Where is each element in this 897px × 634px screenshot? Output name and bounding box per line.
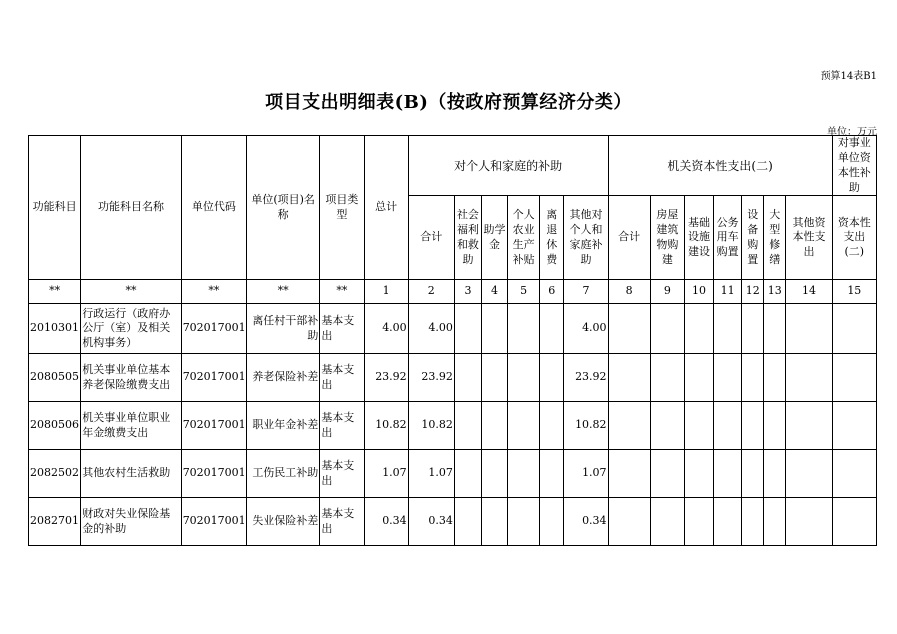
row-cell [540,450,564,498]
row-g1-other: 10.82 [564,402,608,450]
row-project-type: 基本支出 [320,450,364,498]
row-project-name: 离任村干部补助 [246,304,319,354]
column-number: 6 [540,280,564,304]
row-total: 0.34 [364,498,408,546]
row-unit-code: 702017001 [181,304,246,354]
table-row [29,402,877,450]
table-row [29,498,877,546]
row-g1-other: 0.34 [564,498,608,546]
row-cell [786,304,832,354]
column-number: 9 [650,280,684,304]
row-function-name: 行政运行（政府办公厅（室）及相关机构事务） [81,304,181,354]
row-cell [508,354,540,402]
row-cell [608,354,650,402]
row-cell [454,354,481,402]
column-number: 14 [786,280,832,304]
row-cell [832,450,876,498]
row-cell [540,304,564,354]
row-cell [832,354,876,402]
row-g1-other: 4.00 [564,304,608,354]
column-number: 12 [742,280,764,304]
row-cell [454,450,481,498]
row-cell [608,402,650,450]
header-code: 功能科目 [29,136,81,280]
row-cell [742,354,764,402]
row-cell [540,354,564,402]
row-cell [684,450,713,498]
row-cell [454,304,481,354]
unit-label: 单位：万元 [827,127,877,138]
row-cell [714,354,742,402]
row-cell [742,450,764,498]
header-unit-code: 单位代码 [181,136,246,280]
table-row [29,304,877,354]
column-number: 10 [684,280,713,304]
row-cell [714,402,742,450]
column-number: ** [320,280,364,304]
row-cell [786,402,832,450]
row-cell [650,354,684,402]
row-code: 2082502 [29,450,81,498]
row-cell [482,304,508,354]
header-group-capital-expenditure: 机关资本性支出(二) [608,136,832,196]
page-title: 项目支出明细表(B)（按政府预算经济分类） [265,92,632,113]
row-code: 2082701 [29,498,81,546]
row-cell [714,450,742,498]
row-code: 2080505 [29,354,81,402]
row-project-type: 基本支出 [320,498,364,546]
header-g2-sum: 合计 [608,196,650,280]
form-number: 预算14表B1 [820,71,877,82]
row-function-name: 机关事业单位基本养老保险缴费支出 [81,354,181,402]
header-g1-welfare: 社会福利和救助 [454,196,481,280]
column-number-row [29,280,877,304]
table-row [29,450,877,498]
column-number: 8 [608,280,650,304]
row-cell [650,498,684,546]
row-cell [508,304,540,354]
row-cell [650,402,684,450]
column-number: 11 [714,280,742,304]
row-cell [832,402,876,450]
row-total: 1.07 [364,450,408,498]
row-cell [764,498,786,546]
header-g3-capital: 资本性支出(二) [832,196,876,280]
header-group-institution-subsidy: 对事业单位资本性补助 [832,136,876,196]
row-total: 10.82 [364,402,408,450]
row-cell [454,402,481,450]
header-name: 功能科目名称 [81,136,181,280]
row-cell [540,498,564,546]
row-cell [764,304,786,354]
row-cell [540,402,564,450]
row-cell [608,498,650,546]
row-cell [786,354,832,402]
row-cell [684,402,713,450]
row-project-name: 工伤民工补助 [246,450,319,498]
column-number: ** [29,280,81,304]
row-cell [742,498,764,546]
header-g1-retirement: 离退休费 [540,196,564,280]
row-cell [764,402,786,450]
row-project-type: 基本支出 [320,304,364,354]
row-project-type: 基本支出 [320,354,364,402]
row-total: 4.00 [364,304,408,354]
row-cell [684,304,713,354]
row-cell [482,450,508,498]
row-g1-other: 1.07 [564,450,608,498]
row-code: 2010301 [29,304,81,354]
row-cell [650,450,684,498]
column-number: 7 [564,280,608,304]
column-number: 1 [364,280,408,304]
row-g1-sum: 4.00 [408,304,454,354]
column-number: 4 [482,280,508,304]
header-type: 项目类型 [320,136,364,280]
column-number: 3 [454,280,481,304]
row-unit-code: 702017001 [181,402,246,450]
row-cell [742,304,764,354]
row-cell [482,402,508,450]
header-g1-scholarship: 助学金 [482,196,508,280]
row-cell [786,450,832,498]
row-cell [608,304,650,354]
header-g1-agri-subsidy: 个人农业生产补贴 [508,196,540,280]
row-cell [608,450,650,498]
row-g1-sum: 10.82 [408,402,454,450]
header-g1-sum: 合计 [408,196,454,280]
column-number: 5 [508,280,540,304]
row-cell [764,354,786,402]
row-g1-other: 23.92 [564,354,608,402]
row-project-name: 养老保险补差 [246,354,319,402]
column-number: ** [81,280,181,304]
header-project: 单位(项目)名称 [246,136,319,280]
row-cell [508,402,540,450]
header-g2-infrastructure: 基础设施建设 [684,196,713,280]
header-group-personal-subsidy: 对个人和家庭的补助 [408,136,608,196]
header-g2-equipment: 设备购置 [742,196,764,280]
column-number: 2 [408,280,454,304]
header-g2-other: 其他资本性支出 [786,196,832,280]
row-cell [482,354,508,402]
row-function-name: 其他农村生活救助 [81,450,181,498]
column-number: 15 [832,280,876,304]
row-project-name: 职业年金补差 [246,402,319,450]
expenditure-table [28,135,877,546]
header-g1-other: 其他对个人和家庭补助 [564,196,608,280]
header-g2-vehicle: 公务用车购置 [714,196,742,280]
row-cell [650,304,684,354]
row-project-type: 基本支出 [320,402,364,450]
row-cell [454,498,481,546]
row-cell [508,450,540,498]
row-code: 2080506 [29,402,81,450]
row-function-name: 机关事业单位职业年金缴费支出 [81,402,181,450]
column-number: ** [246,280,319,304]
row-unit-code: 702017001 [181,354,246,402]
row-unit-code: 702017001 [181,498,246,546]
row-g1-sum: 0.34 [408,498,454,546]
row-cell [832,498,876,546]
row-cell [764,450,786,498]
row-cell [684,498,713,546]
column-number: 13 [764,280,786,304]
row-cell [714,304,742,354]
row-total: 23.92 [364,354,408,402]
header-total: 总计 [364,136,408,280]
column-number: ** [181,280,246,304]
row-cell [742,402,764,450]
row-project-name: 失业保险补差 [246,498,319,546]
table-row [29,354,877,402]
header-g2-building: 房屋建筑物购建 [650,196,684,280]
row-unit-code: 702017001 [181,450,246,498]
row-g1-sum: 23.92 [408,354,454,402]
row-cell [508,498,540,546]
row-cell [786,498,832,546]
row-cell [714,498,742,546]
row-cell [684,354,713,402]
header-g2-repair: 大型修缮 [764,196,786,280]
row-cell [832,304,876,354]
row-cell [482,498,508,546]
row-g1-sum: 1.07 [408,450,454,498]
row-function-name: 财政对失业保险基金的补助 [81,498,181,546]
